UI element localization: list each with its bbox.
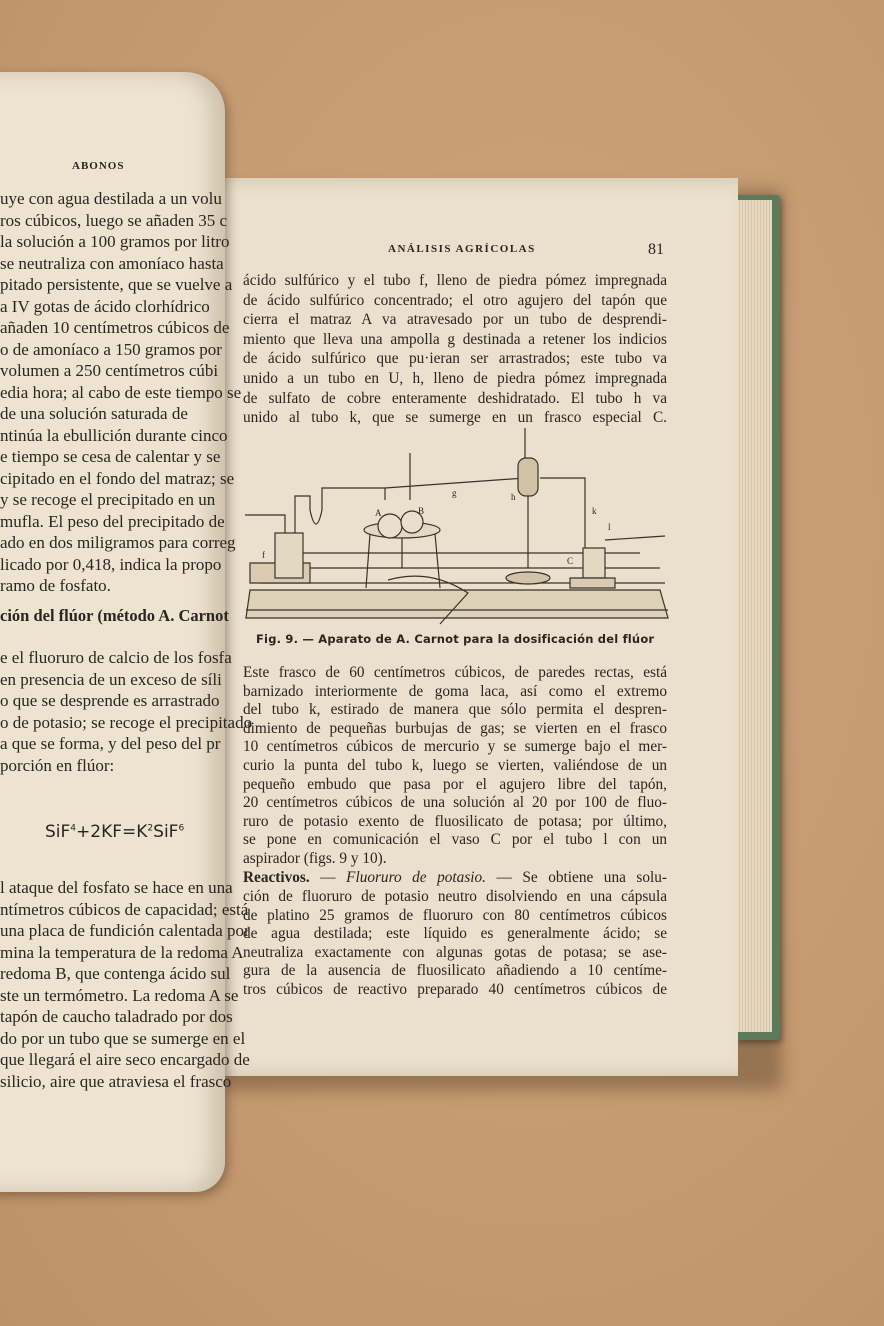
text-line: de platino 25 gramos de fluoruro con 80 centímetros cúbicos (243, 906, 667, 924)
text-line: licado por 0,418, indica la propo (0, 554, 222, 574)
text-line: porción en flúor: (0, 755, 115, 775)
text-line: 20 centímetros cúbicos de una solución al 20 por 100 de fluo- (243, 794, 667, 812)
reactivos-rest: — Se obtiene una solu- (486, 869, 668, 886)
text-line: 10 centímetros cúbicos de mercurio y se sumerge bajo el mer- (243, 738, 667, 756)
text-line: cierra el matraz A va atravesado por un tubo de desprendi- (243, 311, 667, 329)
formula-part: SiF (45, 822, 71, 842)
label-l: l (608, 522, 611, 532)
text-line: a que se forma, y del peso del pr (0, 734, 221, 753)
text-line: silicio, aire que atraviesa el frasco (0, 1071, 232, 1091)
text-line: a IV gotas de ácido clorhídrico (0, 296, 210, 316)
text-line: en presencia de un exceso de síli (0, 669, 222, 689)
text-line: una placa de fundición calentada por (0, 921, 250, 940)
text-line: pitado persistente, que se vuelve a (0, 275, 233, 294)
left-page (0, 72, 253, 1192)
formula-sup: 2 (147, 823, 154, 834)
text-line: ácido sulfúrico y el tubo f, lleno de piedra pómez impregnada (243, 272, 667, 289)
text-line: e tiempo se cesa de calentar y se (0, 447, 221, 466)
text-line: ntímetros cúbicos de capacidad; está (0, 899, 249, 919)
text-line: do por un tubo que se sumerge en el (0, 1028, 246, 1048)
text-line: y se recoge el precipitado en un (0, 490, 216, 509)
text-line: volumen a 250 centímetros cúbi (0, 361, 219, 380)
text-line: neutraliza exactamente con algunas gotas de potasa; se ase- (243, 943, 667, 961)
text-line: pequeño embudo que pasa por el agujero libre del tapón, (243, 775, 667, 793)
label-a: A (375, 508, 382, 518)
label-k: k (592, 506, 597, 516)
text-line: barnizado interiormente de goma laca, así como el extremo (243, 682, 667, 700)
text-line: la solución a 100 gramos por litro (0, 232, 230, 251)
text-line: curio la punta del tubo k, luego se vierten, valiéndose de un (243, 757, 667, 774)
text-line: o de amoníaco a 150 gramos por (0, 339, 222, 359)
text-line: ntinúa la ebullición durante cinco (0, 425, 228, 445)
text-line: añaden 10 centímetros cúbicos de (0, 318, 230, 337)
left-running-head: ABONOS (72, 160, 125, 172)
dash: — (309, 869, 347, 886)
text-line: o que se desprende es arrastrado (0, 691, 220, 710)
text-line: unido a un tubo en U, h, lleno de piedra pómez impregnada (243, 370, 667, 387)
text-line: ruro de potasio exento de fluosilicato de potasa; por último, (243, 812, 667, 830)
reactivos-subtitle: Fluoruro de potasio. (346, 869, 487, 886)
text-line: mufla. El peso del precipitado de (0, 511, 225, 531)
text-line: uye con agua destilada a un volu (0, 189, 222, 208)
text-line: unido al tubo k, que se sumerge en un frasco especial C. (243, 409, 667, 427)
text-line: del tubo k, estirado de manera que sólo permita el despren- (243, 701, 667, 719)
reactivos-label: Reactivos. (243, 869, 310, 886)
text-line: de agua destilada; este líquido es generalmente ácido; se (243, 925, 667, 943)
text-line: miento que lleva una ampolla g destinada a retener los indicios (243, 330, 667, 348)
text-line: de ácido sulfúrico concentrado; el otro agujero del tapón que (243, 291, 667, 309)
formula-part: +2KF=K (76, 822, 148, 842)
page-number: 81 (648, 241, 664, 258)
text-line: redoma B, que contenga ácido sul (0, 964, 231, 983)
text-line: ción de fluoruro de potasio neutro disolviendo en una cápsula (243, 888, 667, 905)
formula (45, 822, 184, 842)
text-line: ado en dos miligramos para correg (0, 533, 236, 552)
text-line: tros cúbicos de reactivo preparado 40 centímetros cúbicos de (243, 981, 667, 998)
text-line: se pone en comunicación el vaso C por el tubo l con un (243, 831, 667, 849)
label-h: h (511, 492, 516, 502)
reactivos-first-line (243, 869, 667, 887)
formula-sup: 6 (178, 823, 185, 834)
figure-apparatus (240, 418, 672, 624)
text-line: e el fluoruro de calcio de los fosfa (0, 648, 232, 667)
text-line: l ataque del fosfato se hace en una (0, 878, 233, 897)
label-f: f (262, 550, 265, 560)
figure-caption: Fig. 9. — Aparato de A. Carnot para la dosificación del flúor (256, 632, 655, 646)
label-c: C (567, 556, 574, 566)
text-line: se neutraliza con amoníaco hasta (0, 253, 224, 273)
left-section-heading: ción del flúor (método A. Carnot (0, 606, 229, 625)
text-line: de ácido sulfúrico que pu·ieran ser arrastrados; este tubo va (243, 350, 667, 368)
text-line: o de potasio; se recoge el precipitado (0, 712, 253, 732)
formula-part: SiF (153, 822, 179, 842)
text-line: gura de la ausencia de fluosilicato añadiendo a 10 centíme- (243, 962, 667, 980)
text-line: aspirador (figs. 9 y 10). (243, 850, 387, 867)
running-head: ANÁLISIS AGRÍCOLAS (388, 243, 536, 255)
label-b: B (418, 506, 425, 516)
label-g: g (452, 488, 457, 498)
text-line: Este frasco de 60 centímetros cúbicos, de paredes rectas, está (243, 664, 667, 681)
text-line: dimiento de pequeñas burbujas de gas; se vierten en el frasco (243, 719, 667, 737)
text-line: edia hora; al cabo de este tiempo se (0, 382, 242, 402)
text-line: que llegará el aire seco encargado de (0, 1050, 250, 1069)
text-line: cipitado en el fondo del matraz; se (0, 468, 235, 488)
text-line: ste un termómetro. La redoma A se (0, 985, 239, 1005)
text-line: tapón de caucho taladrado por dos (0, 1007, 233, 1026)
text-line: de sulfato de cobre enteramente deshidratado. El tubo h va (243, 389, 667, 407)
formula-sup: 4 (70, 823, 77, 834)
text-line: de una solución saturada de (0, 404, 188, 423)
text-line: ramo de fosfato. (0, 576, 111, 595)
text-line: mina la temperatura de la redoma A (0, 942, 244, 962)
text-line: ros cúbicos, luego se añaden 35 c (0, 210, 228, 230)
